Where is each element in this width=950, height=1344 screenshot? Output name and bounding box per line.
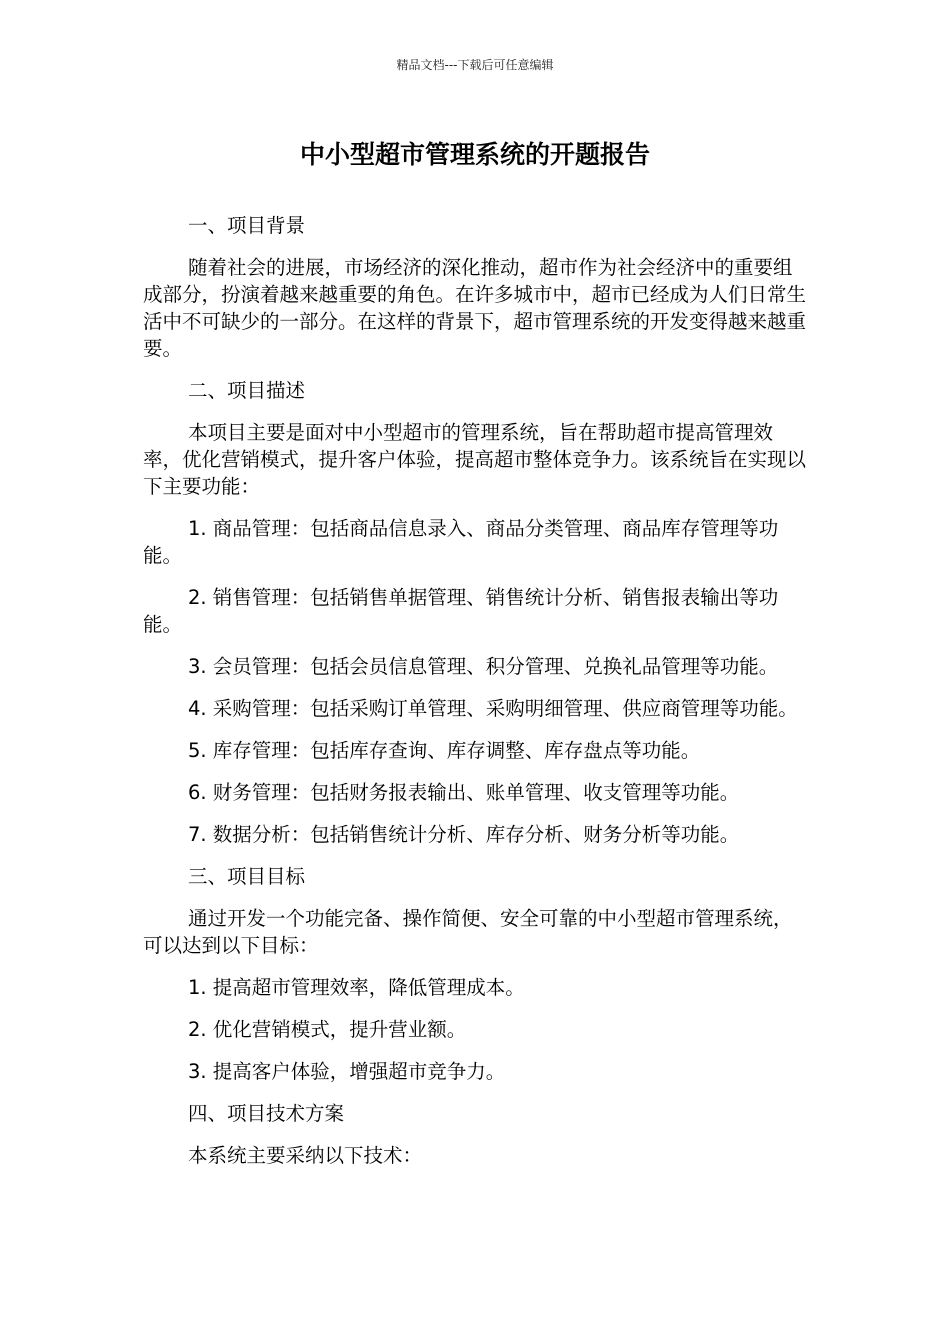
list-item-function: 1. 商品管理：包括商品信息录入、商品分类管理、商品库存管理等功能。 <box>143 517 779 567</box>
paragraph-goals: 通过开发一个功能完备、操作简便、安全可靠的中小型超市管理系统，可以达到以下目标： <box>143 907 793 957</box>
section-heading-technical-plan: 四、项目技术方案 <box>188 1102 345 1125</box>
paragraph-background: 随着社会的进展，市场经济的深化推动，超市作为社会经济中的重要组成部分，扮演着越来越重要的角色。在许多城市中，超市已经成为人们日常生活中不可缺少的一部分。在这样的背景下，超市管理系统的开发变得越来越重要。 <box>143 256 807 360</box>
list-item-function: 3. 会员管理：包括会员信息管理、积分管理、兑换礼品管理等功能。 <box>188 655 779 678</box>
list-item-goal: 1. 提高超市管理效率，降低管理成本。 <box>188 976 525 999</box>
list-item-function: 6. 财务管理：包括财务报表输出、账单管理、收支管理等功能。 <box>188 781 740 804</box>
section-heading-description: 二、项目描述 <box>188 379 306 402</box>
document-title: 中小型超市管理系统的开题报告 <box>299 140 650 169</box>
list-item-goal: 3. 提高客户体验，增强超市竞争力。 <box>188 1060 506 1083</box>
list-item-function: 5. 库存管理：包括库存查询、库存调整、库存盘点等功能。 <box>188 739 701 762</box>
list-item-goal: 2. 优化营销模式，提升营业额。 <box>188 1018 467 1041</box>
page-header: 精品文档---下载后可任意编辑 <box>396 58 554 72</box>
document-body <box>143 212 811 1184</box>
paragraph-technical-plan: 本系统主要采纳以下技术： <box>188 1144 423 1167</box>
paragraph-description: 本项目主要是面对中小型超市的管理系统，旨在帮助超市提高管理效率，优化营销模式，提升客户体验，提高超市整体竞争力。该系统旨在实现以下主要功能： <box>143 421 807 498</box>
list-item-function: 7. 数据分析：包括销售统计分析、库存分析、财务分析等功能。 <box>188 823 740 846</box>
list-item-function: 2. 销售管理：包括销售单据管理、销售统计分析、销售报表输出等功能。 <box>143 586 779 636</box>
section-heading-background: 一、项目背景 <box>188 214 306 237</box>
section-heading-goals: 三、项目目标 <box>188 865 306 888</box>
list-item-function: 4. 采购管理：包括采购订单管理、采购明细管理、供应商管理等功能。 <box>188 697 798 720</box>
